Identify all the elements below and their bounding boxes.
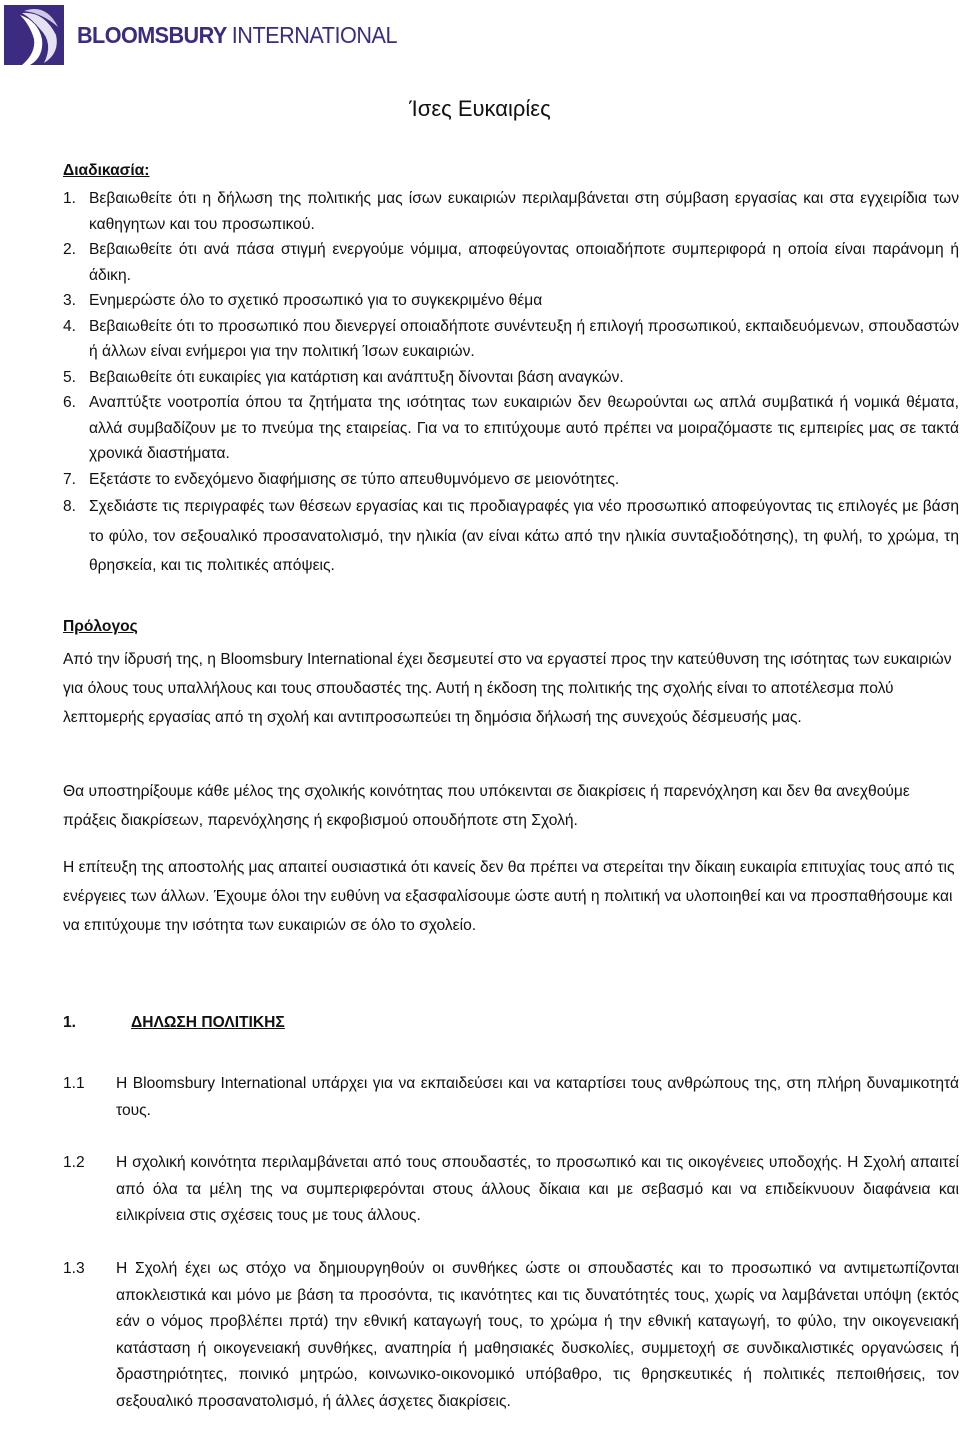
procedure-list: [63, 186, 959, 581]
list-item-number: 4.: [63, 317, 77, 335]
list-item-text: Ενημερώστε όλο το σχετικό προσωπικό για το συγκεκριμένο θέμα: [89, 292, 543, 309]
list-item-text: Αναπτύξτε νοοτροπία όπου τα ζητήματα της ισότητας των ευκαιριών δεν θεωρούνται ως απλά συμβατικά ή νομικά θέματα, αλλά συμβαδίζουν με το πνεύμα της εταιρείας. Για να το επιτύχουμε αυτό πρέπει να μοιραζόμαστε τις εμπειρίες μας σε τακτά χρονικά διαστήματα.: [89, 394, 959, 462]
list-item: [63, 314, 959, 365]
clause-number: 1.3: [63, 1260, 85, 1277]
logo-text-bold: BLOOMSBURY: [77, 21, 227, 48]
document-title: Ίσες Ευκαιρίες: [409, 96, 551, 121]
procedure-heading: Διαδικασία:: [63, 162, 150, 179]
list-item: [63, 492, 959, 581]
logo-text-light: INTERNATIONAL: [231, 21, 398, 48]
list-item: [63, 237, 959, 288]
list-item: [63, 288, 959, 314]
section-title: ΔΗΛΩΣΗ ΠΟΛΙΤΙΚΗΣ: [131, 1014, 285, 1031]
policy-clause: [63, 1071, 959, 1124]
policy-clause: [63, 1256, 959, 1415]
list-item-number: 2.: [63, 241, 77, 258]
prologue-paragraph-1: Από την ίδρυσή της, η Bloomsbury International έχει δεσμευτεί στο να εργαστεί προς την κατεύθυνση της ισότητας των ευκαιριών για όλους τους υπαλλήλους και τους σπουδαστές της. Αυτή η έκδοση της πολιτικής της σχολής είναι το αποτέλεσμα πολύ λεπτομερής εργασίας από τη σχολή και αντιπροσωπεύει τη δημόσια δήλωσή της συνεχούς δέσμευσής μας.: [63, 651, 952, 726]
clause-text: Η Σχολή έχει ως στόχο να δημιουργηθούν οι συνθήκες ώστε οι σπουδαστές και το προσωπικό να αντιμετωπίζονται αποκλειστικά και μόνο με βάση τα προσόντα, τις ικανότητες και τις δυνατότητές τους, χωρίς να λαμβάνεται υπόψη (εκτός εάν ο νόμος προβλέπει πρτά) την εθνική καταγωγή τους, το χρώμα ή την εθνική καταγωγή, το φύλο, την οικογενειακή κατάσταση ή οικογενειακή συνθήκες, αναπηρία ή μαθησιακές δυσκολίες, συμμετοχή σε συνδικαλιστικές οργανώσεις ή δραστηριότητες, ποινικό μητρώο, κοινωνικο-οικονομικό υπόβαθρο, τις θρησκευτικές ή πολιτικές πεποιθήσεις, τον σεξουαλικό προσανατολισμό, ή άλλες άσχετες διακρίσεις.: [116, 1260, 959, 1410]
list-item-text: Βεβαιωθείτε ότι ανά πάσα στιγμή ενεργούμε νόμιμα, αποφεύγοντας οποιαδήποτε συμπεριφορά η οποία είναι παράνομη ή άδικη.: [89, 241, 959, 284]
clause-text: Η σχολική κοινότητα περιλαμβάνεται από τους σπουδαστές, το προσωπικό και τις οικογένειες υποδοχής. Η Σχολή απαιτεί από όλα τα μέλη της να συμπεριφερόνται στους άλλους δίκαια και με σεβασμό και να επιδείκνυουν διαφάνεια και ειλικρίνεια στις σχέσεις τους με τους άλλους.: [116, 1154, 959, 1224]
list-item-number: 3.: [63, 292, 77, 309]
policy-clause: [63, 1150, 959, 1230]
logo-wordmark: [77, 22, 397, 49]
prologue-heading: Πρόλογος: [63, 618, 138, 635]
list-item-number: 6.: [63, 394, 77, 411]
list-item: [63, 186, 959, 237]
bloomsbury-logo: [4, 4, 417, 66]
prologue-paragraph-3: Η επίτευξη της αποστολής μας απαιτεί ουσιαστικά ότι κανείς δεν θα πρέπει να στερείται την δίκαιη ευκαιρία επιτυχίας τους από τις ενέργειες των άλλων. Έχουμε όλοι την ευθύνη να εξασφαλίσουμε ώστε αυτή η πολιτική να υλοποιηθεί και να προσπαθήσουμε και να επιτύχουμε την ισότητα των ευκαιριών σε όλο το σχολείο.: [63, 859, 955, 934]
clause-number: 1.2: [63, 1154, 85, 1171]
list-item: [63, 467, 959, 493]
clause-text: Η Bloomsbury International υπάρχει για να εκπαιδεύσει και να καταρτίσει τους ανθρώπους της, στη πλήρη δυναμικοτητά τους.: [116, 1075, 959, 1119]
list-item-text: Βεβαιωθείτε ότι το προσωπικό που διενεργεί οποιαδήποτε συνέντευξη ή επιλογή προσωπικού, εκπαιδευόμενων, σπουδαστών ή άλλων είναι ενήμεροι για την πολιτική Ίσων ευκαιριών.: [89, 317, 959, 360]
logo-mark-icon: [4, 5, 64, 65]
list-item-number: 7.: [63, 470, 77, 488]
list-item-number: 1.: [63, 190, 77, 207]
section-number: 1.: [63, 1014, 77, 1031]
prologue-paragraph-2: Θα υποστηρίξουμε κάθε μέλος της σχολικής κοινότητας που υπόκεινται σε διακρίσεις ή παρενόχληση και δεν θα ανεχθούμε πράξεις διακρίσεων, παρενόχλησης ή εκφοβισμού οπουδήποτε στη Σχολή.: [63, 783, 910, 829]
list-item-text: Σχεδιάστε τις περιγραφές των θέσεων εργασίας και τις προδιαγραφές για νέο προσωπικό αποφεύγοντας τις επιλογές με βάση το φύλο, τον σεξουαλικό προσανατολισμό, την ηλικία (αν είναι κάτω από την ηλικία συνταξιοδότησης), τη φυλή, το χρώμα, τη θρησκεία, και τις πολιτικές απόψεις.: [89, 498, 959, 574]
list-item: [63, 365, 959, 391]
list-item-text: Βεβαιωθείτε ότι ευκαιρίες για κατάρτιση και ανάπτυξη δίνονται βάση αναγκών.: [89, 368, 624, 386]
list-item-number: 8.: [63, 498, 77, 515]
clause-number: 1.1: [63, 1075, 85, 1092]
list-item-number: 5.: [63, 368, 77, 386]
list-item-text: Βεβαιωθείτε ότι η δήλωση της πολιτικής μας ίσων ευκαιριών περιλαμβάνεται στη σύμβαση εργασίας και στα εγχειρίδια των καθηγητων και του προσωπικού.: [89, 190, 959, 233]
list-item: [63, 390, 959, 467]
list-item-text: Εξετάστε το ενδεχόμενο διαφήμισης σε τύπο απευθυμνόμενο σε μειονότητες.: [89, 470, 620, 488]
section-heading: [63, 1014, 285, 1032]
